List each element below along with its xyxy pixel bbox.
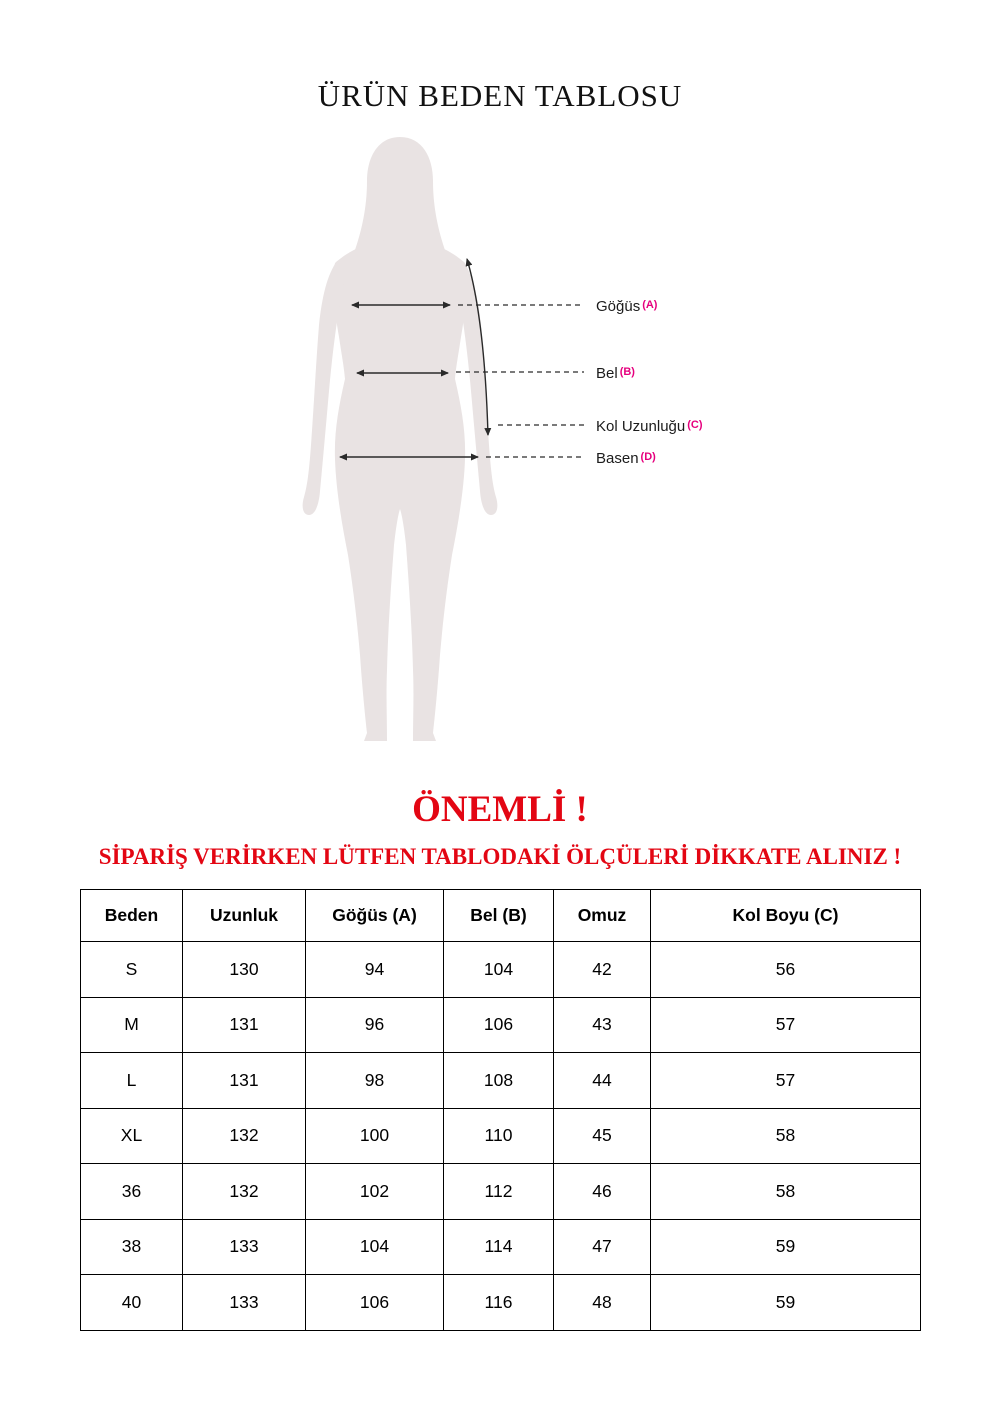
silhouette-torso-legs: [333, 239, 466, 741]
table-row: [81, 1108, 921, 1164]
important-notice: SİPARİŞ VERİRKEN LÜTFEN TABLODAKİ ÖLÇÜLERİ DİKKATE ALINIZ !: [98, 844, 902, 869]
measurement-label-arm-length: [596, 416, 703, 434]
table-cell: 46: [554, 1164, 651, 1220]
table-cell: 36: [81, 1164, 183, 1220]
table-cell: 132: [183, 1108, 306, 1164]
table-cell: 58: [651, 1164, 921, 1220]
table-cell: 59: [651, 1275, 921, 1331]
label-letter: (B): [619, 366, 635, 378]
table-cell: 48: [554, 1275, 651, 1331]
column-header: Omuz: [554, 890, 651, 942]
table-cell: 45: [554, 1108, 651, 1164]
table-row: [81, 1164, 921, 1220]
table-cell: 56: [651, 942, 921, 998]
table-cell: 114: [444, 1219, 554, 1275]
table-cell: 100: [306, 1108, 444, 1164]
table-cell: 42: [554, 942, 651, 998]
table-cell: 104: [306, 1219, 444, 1275]
table-header-row: [81, 890, 921, 942]
table-cell: 102: [306, 1164, 444, 1220]
table-cell: XL: [81, 1108, 183, 1164]
table-row: [81, 942, 921, 998]
table-row: [81, 997, 921, 1053]
size-table: [80, 889, 921, 1331]
column-header: Bel (B): [444, 890, 554, 942]
table-cell: 133: [183, 1219, 306, 1275]
table-cell: 112: [444, 1164, 554, 1220]
table-cell: 132: [183, 1164, 306, 1220]
table-cell: 106: [444, 997, 554, 1053]
important-heading: ÖNEMLİ !: [412, 789, 588, 830]
table-cell: S: [81, 942, 183, 998]
measurement-label-chest: [596, 296, 657, 314]
table-cell: 57: [651, 1053, 921, 1109]
table-cell: 40: [81, 1275, 183, 1331]
table-cell: 43: [554, 997, 651, 1053]
column-header: Göğüs (A): [306, 890, 444, 942]
table-cell: 57: [651, 997, 921, 1053]
silhouette-shape: [303, 137, 498, 741]
table-cell: M: [81, 997, 183, 1053]
table-cell: 104: [444, 942, 554, 998]
table-cell: 38: [81, 1219, 183, 1275]
label-text: Bel: [596, 365, 618, 382]
label-letter: (C): [687, 419, 703, 431]
measurement-label-hips: [596, 448, 656, 466]
table-cell: 98: [306, 1053, 444, 1109]
size-table-body: [81, 942, 921, 1331]
table-cell: 131: [183, 1053, 306, 1109]
column-header: Uzunluk: [183, 890, 306, 942]
table-cell: L: [81, 1053, 183, 1109]
label-text: Kol Uzunluğu: [596, 418, 686, 435]
page-title: ÜRÜN BEDEN TABLOSU: [317, 78, 683, 113]
table-cell: 59: [651, 1219, 921, 1275]
table-cell: 44: [554, 1053, 651, 1109]
table-cell: 116: [444, 1275, 554, 1331]
female-silhouette-figure: [280, 135, 750, 755]
label-letter: (A): [642, 299, 658, 311]
table-cell: 106: [306, 1275, 444, 1331]
body-measurement-diagram: [280, 135, 750, 755]
column-header: Beden: [81, 890, 183, 942]
table-cell: 133: [183, 1275, 306, 1331]
table-cell: 94: [306, 942, 444, 998]
table-row: [81, 1219, 921, 1275]
table-cell: 130: [183, 942, 306, 998]
table-cell: 110: [444, 1108, 554, 1164]
table-cell: 47: [554, 1219, 651, 1275]
table-row: [81, 1275, 921, 1331]
table-cell: 96: [306, 997, 444, 1053]
measurement-label-waist: [596, 363, 635, 381]
table-cell: 108: [444, 1053, 554, 1109]
table-cell: 131: [183, 997, 306, 1053]
label-text: Basen: [596, 450, 639, 467]
column-header: Kol Boyu (C): [651, 890, 921, 942]
label-text: Göğüs: [596, 298, 641, 315]
label-letter: (D): [640, 451, 656, 463]
table-cell: 58: [651, 1108, 921, 1164]
table-row: [81, 1053, 921, 1109]
